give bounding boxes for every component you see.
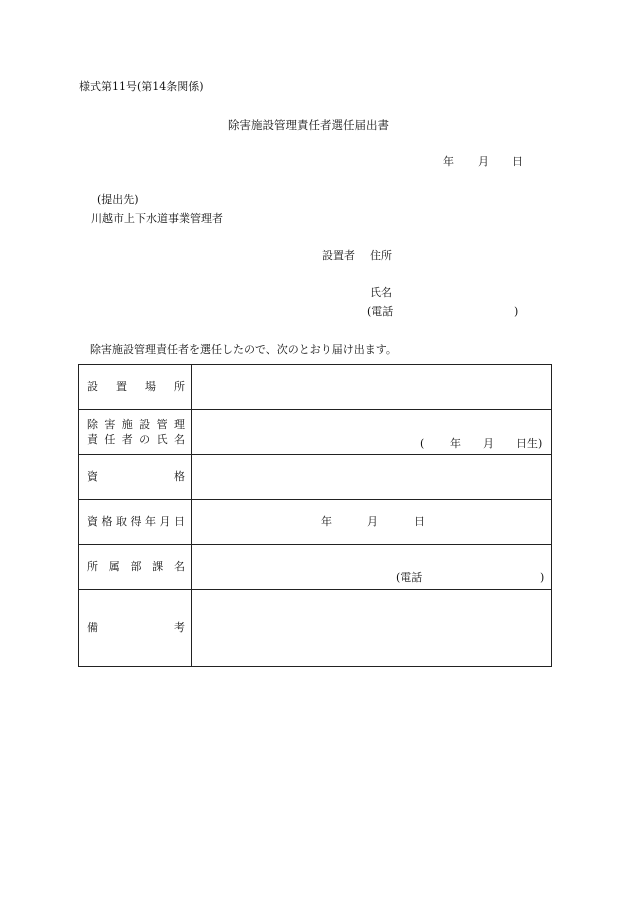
- recipient-heading: (提出先): [97, 193, 139, 206]
- department-phone-open: (電話: [396, 571, 423, 584]
- qualification-month: 月: [367, 515, 378, 528]
- table-row: [79, 590, 551, 666]
- table-row: [79, 410, 551, 455]
- location-label: 設 置 場 所: [87, 380, 185, 393]
- date-year: 年: [443, 155, 454, 168]
- table-row: [79, 545, 551, 590]
- remarks-field[interactable]: [192, 590, 551, 666]
- manager-name-label-line1: 除 害 施 設 管 理: [87, 418, 185, 431]
- qualification-year: 年: [321, 515, 332, 528]
- location-field[interactable]: [192, 365, 551, 409]
- table-row: [79, 455, 551, 500]
- manager-name-field[interactable]: [192, 410, 551, 454]
- applicant-phone-close: ): [514, 305, 519, 318]
- manager-name-label-line2: 責 任 者 の 氏 名: [87, 433, 185, 446]
- date-day: 日: [512, 155, 523, 168]
- qualification-date-label: 資 格 取 得 年 月 日: [87, 515, 185, 528]
- name-label: 氏名: [370, 286, 392, 299]
- form-number: 様式第11号(第14条関係): [79, 80, 204, 93]
- recipient-name: 川越市上下水道事業管理者: [91, 212, 223, 225]
- birth-open: (: [420, 437, 425, 450]
- birth-month: 月: [483, 437, 494, 450]
- remarks-label: 備 考: [87, 621, 185, 634]
- department-phone-close: ): [540, 571, 545, 584]
- department-label: 所 属 部 課 名: [87, 560, 185, 573]
- applicant-label: 設置者: [322, 249, 355, 262]
- address-label: 住所: [370, 249, 392, 262]
- form-table: [78, 364, 552, 667]
- birth-year: 年: [450, 437, 461, 450]
- table-row: [79, 365, 551, 410]
- table-row: [79, 500, 551, 545]
- qualification-date-field[interactable]: [192, 500, 551, 544]
- date-month: 月: [478, 155, 489, 168]
- page-title: 除害施設管理責任者選任届出書: [228, 118, 389, 132]
- qualification-field[interactable]: [192, 455, 551, 499]
- statement: 除害施設管理責任者を選任したので、次のとおり届け出ます。: [90, 343, 397, 356]
- department-field[interactable]: [192, 545, 551, 589]
- qualification-day: 日: [414, 515, 425, 528]
- qualification-label: 資 格: [87, 470, 185, 483]
- birth-day: 日生): [516, 437, 543, 450]
- applicant-phone-open: (電話: [367, 305, 394, 318]
